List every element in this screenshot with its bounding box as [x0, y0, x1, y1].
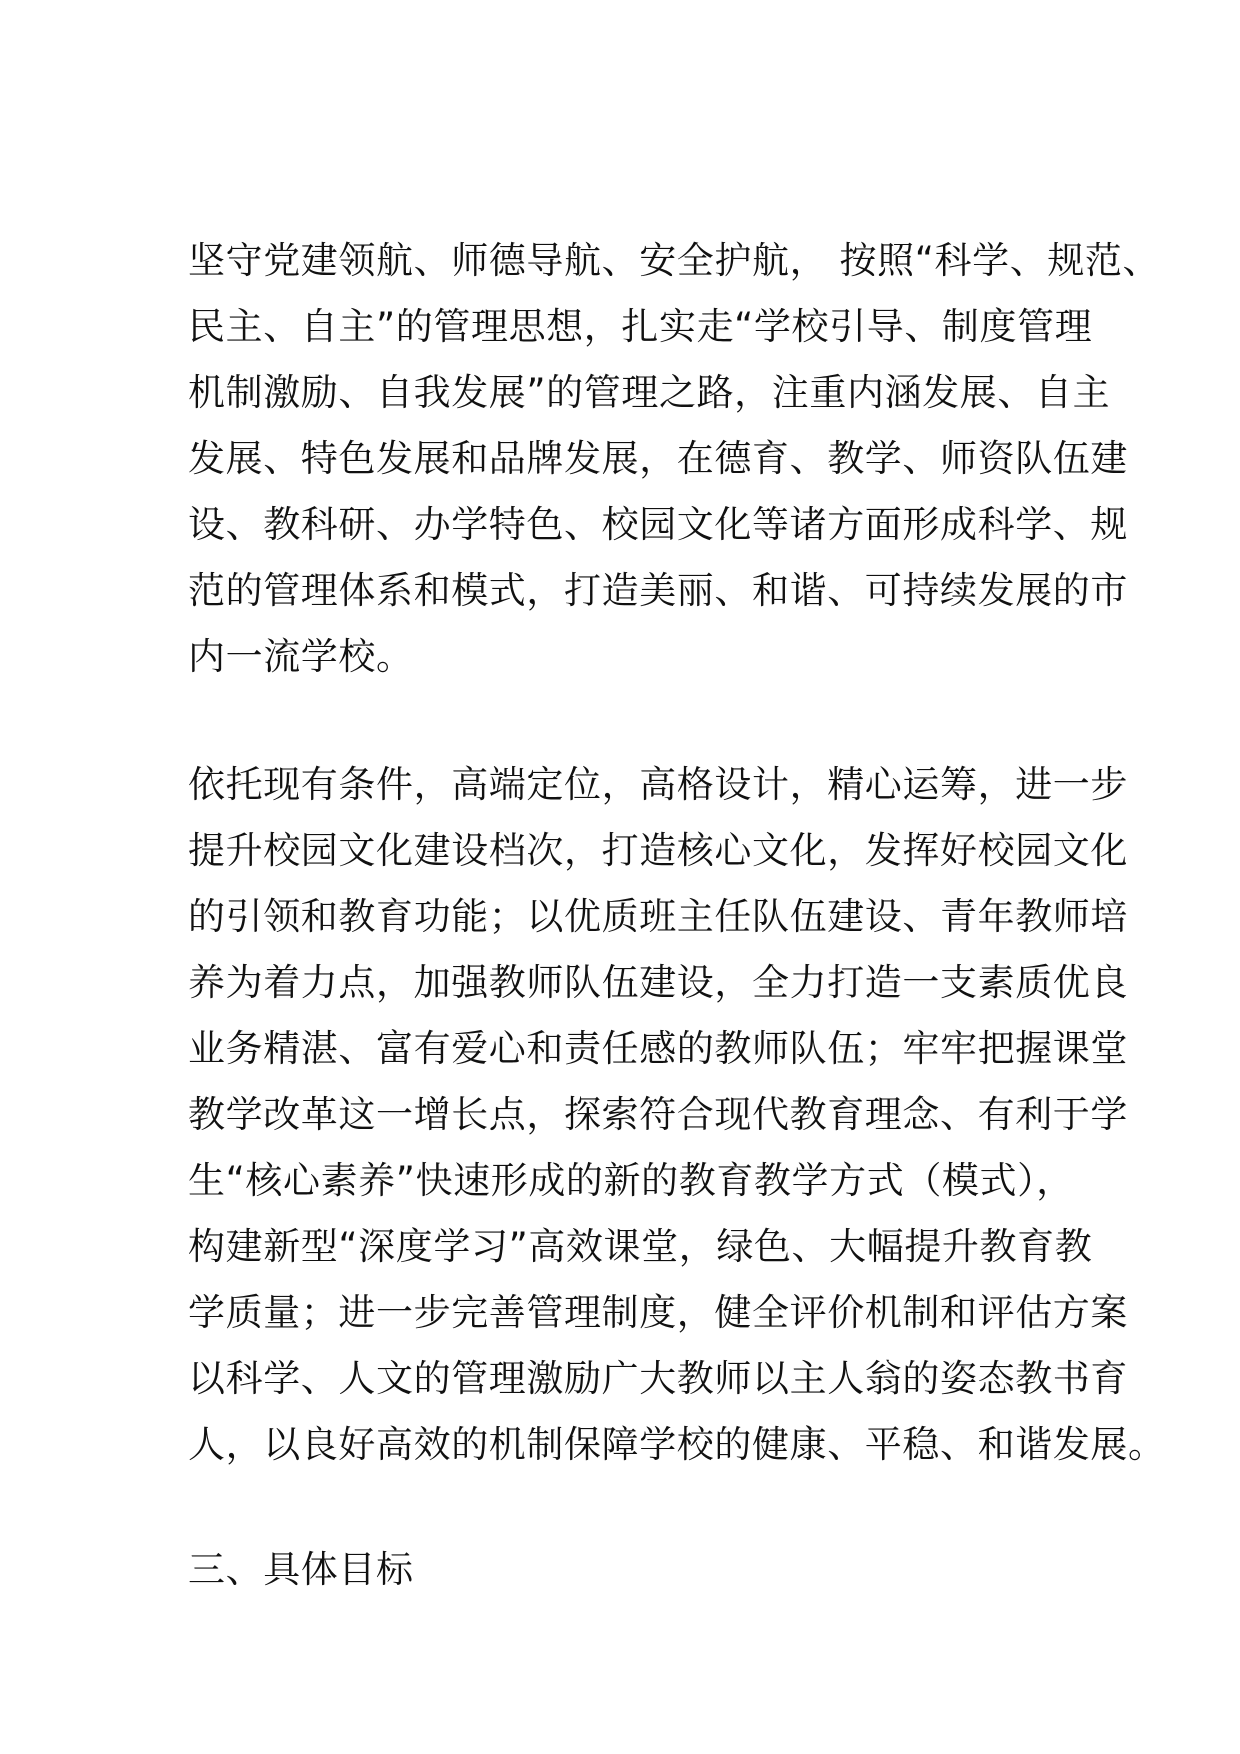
paragraph-line: 的引领和教育功能；以优质班主任队伍建设、青年教师培 — [188, 895, 1128, 938]
paragraph-line: 民主、自主”的管理思想，扎实走“学校引导、制度管理 — [188, 305, 1093, 348]
section-heading: 三、具体目标 — [188, 1548, 414, 1591]
paragraph-line: 学质量；进一步完善管理制度，健全评价机制和评估方案 — [188, 1291, 1128, 1334]
paragraph-line: 构建新型“深度学习”高效课堂，绿色、大幅提升教育教 — [188, 1225, 1093, 1268]
paragraph-line: 依托现有条件，高端定位，高格设计，精心运筹，进一步 — [188, 763, 1128, 806]
paragraph-line: 内一流学校。 — [188, 635, 414, 678]
paragraph-line: 提升校园文化建设档次，打造核心文化，发挥好校园文化 — [188, 829, 1128, 872]
paragraph-line: 人，以良好高效的机制保障学校的健康、平稳、和谐发展。 — [188, 1423, 1166, 1466]
paragraph-line: 教学改革这一增长点，探索符合现代教育理念、有利于学 — [188, 1093, 1128, 1136]
paragraph-line: 生“核心素养”快速形成的新的教育教学方式（模式）， — [188, 1159, 1074, 1202]
paragraph-line: 以科学、人文的管理激励广大教师以主人翁的姿态教书育 — [188, 1357, 1128, 1400]
paragraph-line: 设、教科研、办学特色、校园文化等诸方面形成科学、规 — [188, 503, 1128, 546]
paragraph-line: 养为着力点，加强教师队伍建设，全力打造一支素质优良 — [188, 961, 1128, 1004]
paragraph-line: 发展、特色发展和品牌发展，在德育、教学、师资队伍建 — [188, 437, 1128, 480]
paragraph-line: 坚守党建领航、师德导航、安全护航， 按照“科学、规范、 — [188, 239, 1161, 282]
paragraph-line: 业务精湛、富有爱心和责任感的教师队伍；牢牢把握课堂 — [188, 1027, 1128, 1070]
paragraph-management-philosophy — [188, 228, 1161, 690]
paragraph-development-plan — [188, 752, 1166, 1478]
paragraph-line: 范的管理体系和模式，打造美丽、和谐、可持续发展的市 — [188, 569, 1128, 612]
paragraph-line: 机制激励、自我发展”的管理之路，注重内涵发展、自主 — [188, 371, 1111, 414]
